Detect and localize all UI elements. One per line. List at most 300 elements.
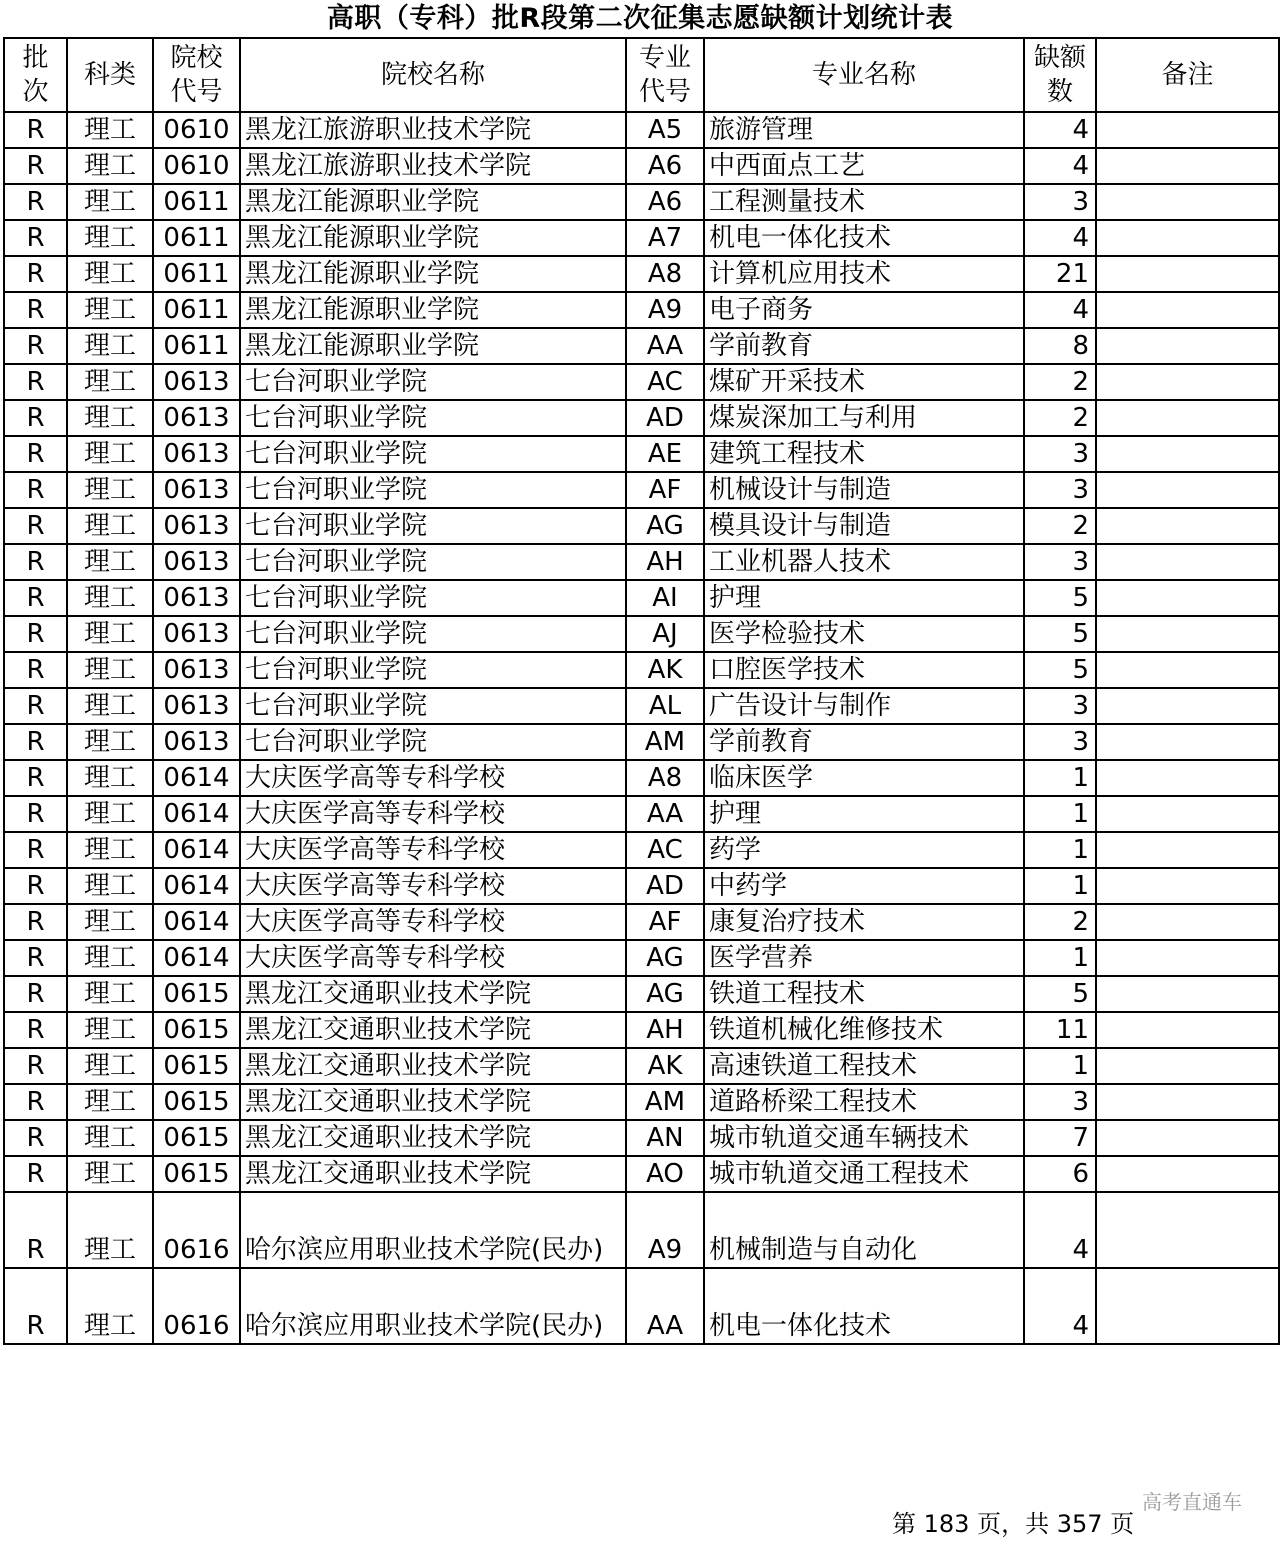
cell-major-name: 学前教育 [704, 328, 1024, 364]
cell-school-name: 黑龙江交通职业技术学院 [240, 1120, 626, 1156]
cell-category: 理工 [67, 472, 153, 508]
cell-school-name: 黑龙江旅游职业技术学院 [240, 148, 626, 184]
cell-major-code: AA [626, 796, 704, 832]
cell-batch: R [4, 904, 67, 940]
cell-category: 理工 [67, 1268, 153, 1344]
cell-major-name: 机电一体化技术 [704, 1268, 1024, 1344]
header-major-code: 专业代号 [626, 38, 704, 112]
cell-batch: R [4, 616, 67, 652]
table-row [4, 1192, 1279, 1268]
cell-major-name: 医学营养 [704, 940, 1024, 976]
cell-school-code: 0616 [153, 1268, 240, 1344]
cell-school-code: 0615 [153, 976, 240, 1012]
cell-category: 理工 [67, 904, 153, 940]
cell-category: 理工 [67, 724, 153, 760]
cell-school-code: 0615 [153, 1048, 240, 1084]
cell-school-name: 黑龙江交通职业技术学院 [240, 1012, 626, 1048]
cell-remark [1096, 472, 1279, 508]
cell-category: 理工 [67, 220, 153, 256]
cell-category: 理工 [67, 616, 153, 652]
cell-school-name: 大庆医学高等专科学校 [240, 868, 626, 904]
cell-major-code: AD [626, 400, 704, 436]
cell-batch: R [4, 436, 67, 472]
table-row [4, 364, 1279, 400]
cell-major-name: 工程测量技术 [704, 184, 1024, 220]
cell-school-name: 大庆医学高等专科学校 [240, 940, 626, 976]
cell-remark [1096, 580, 1279, 616]
cell-batch: R [4, 652, 67, 688]
cell-remark [1096, 1120, 1279, 1156]
cell-major-code: A8 [626, 256, 704, 292]
cell-school-name: 七台河职业学院 [240, 436, 626, 472]
cell-school-name: 黑龙江能源职业学院 [240, 256, 626, 292]
cell-batch: R [4, 364, 67, 400]
cell-school-code: 0615 [153, 1120, 240, 1156]
cell-remark [1096, 1268, 1279, 1344]
cell-major-name: 城市轨道交通工程技术 [704, 1156, 1024, 1192]
cell-category: 理工 [67, 1120, 153, 1156]
cell-major-code: AJ [626, 616, 704, 652]
cell-category: 理工 [67, 1048, 153, 1084]
cell-major-name: 工业机器人技术 [704, 544, 1024, 580]
table-row [4, 688, 1279, 724]
cell-batch: R [4, 1012, 67, 1048]
cell-vacancy: 3 [1024, 544, 1096, 580]
cell-vacancy: 8 [1024, 328, 1096, 364]
cell-batch: R [4, 868, 67, 904]
cell-school-name: 七台河职业学院 [240, 688, 626, 724]
cell-major-name: 药学 [704, 832, 1024, 868]
cell-remark [1096, 148, 1279, 184]
cell-batch: R [4, 400, 67, 436]
cell-school-code: 0610 [153, 112, 240, 148]
cell-remark [1096, 976, 1279, 1012]
cell-remark [1096, 832, 1279, 868]
table-row [4, 976, 1279, 1012]
cell-school-name: 哈尔滨应用职业技术学院(民办) [240, 1192, 626, 1268]
cell-vacancy: 1 [1024, 832, 1096, 868]
cell-batch: R [4, 940, 67, 976]
cell-major-code: AG [626, 940, 704, 976]
table-row [4, 796, 1279, 832]
cell-category: 理工 [67, 580, 153, 616]
cell-vacancy: 4 [1024, 292, 1096, 328]
cell-school-name: 七台河职业学院 [240, 580, 626, 616]
cell-batch: R [4, 328, 67, 364]
cell-category: 理工 [67, 400, 153, 436]
cell-major-name: 广告设计与制作 [704, 688, 1024, 724]
cell-vacancy: 3 [1024, 472, 1096, 508]
vacancy-plan-table [3, 37, 1280, 1345]
cell-remark [1096, 1012, 1279, 1048]
cell-category: 理工 [67, 1084, 153, 1120]
cell-vacancy: 2 [1024, 364, 1096, 400]
cell-batch: R [4, 292, 67, 328]
cell-batch: R [4, 724, 67, 760]
cell-major-name: 高速铁道工程技术 [704, 1048, 1024, 1084]
cell-vacancy: 1 [1024, 1048, 1096, 1084]
cell-major-code: AH [626, 1012, 704, 1048]
cell-remark [1096, 328, 1279, 364]
cell-major-code: AK [626, 1048, 704, 1084]
cell-remark [1096, 940, 1279, 976]
cell-category: 理工 [67, 184, 153, 220]
cell-school-code: 0615 [153, 1084, 240, 1120]
cell-major-name: 建筑工程技术 [704, 436, 1024, 472]
cell-remark [1096, 1192, 1279, 1268]
cell-batch: R [4, 472, 67, 508]
cell-major-name: 康复治疗技术 [704, 904, 1024, 940]
cell-batch: R [4, 832, 67, 868]
cell-school-name: 黑龙江交通职业技术学院 [240, 1156, 626, 1192]
table-body [4, 112, 1279, 1344]
cell-school-code: 0614 [153, 832, 240, 868]
cell-vacancy: 3 [1024, 184, 1096, 220]
cell-major-code: AD [626, 868, 704, 904]
cell-vacancy: 4 [1024, 112, 1096, 148]
cell-school-name: 黑龙江能源职业学院 [240, 292, 626, 328]
cell-category: 理工 [67, 688, 153, 724]
cell-major-code: AF [626, 904, 704, 940]
cell-school-code: 0613 [153, 436, 240, 472]
cell-major-code: AO [626, 1156, 704, 1192]
cell-school-code: 0613 [153, 724, 240, 760]
cell-vacancy: 11 [1024, 1012, 1096, 1048]
cell-batch: R [4, 796, 67, 832]
cell-school-name: 哈尔滨应用职业技术学院(民办) [240, 1268, 626, 1344]
cell-category: 理工 [67, 508, 153, 544]
table-row [4, 436, 1279, 472]
cell-major-code: AM [626, 724, 704, 760]
cell-vacancy: 3 [1024, 724, 1096, 760]
cell-school-code: 0613 [153, 616, 240, 652]
cell-remark [1096, 256, 1279, 292]
cell-major-code: A8 [626, 760, 704, 796]
cell-school-code: 0613 [153, 688, 240, 724]
cell-school-code: 0611 [153, 184, 240, 220]
cell-batch: R [4, 688, 67, 724]
cell-major-code: AA [626, 1268, 704, 1344]
cell-school-name: 七台河职业学院 [240, 616, 626, 652]
cell-vacancy: 5 [1024, 652, 1096, 688]
cell-major-code: AA [626, 328, 704, 364]
cell-major-code: A5 [626, 112, 704, 148]
cell-vacancy: 3 [1024, 436, 1096, 472]
cell-batch: R [4, 760, 67, 796]
cell-category: 理工 [67, 112, 153, 148]
table-header-row [4, 38, 1279, 112]
table-row [4, 616, 1279, 652]
table-row [4, 292, 1279, 328]
cell-remark [1096, 724, 1279, 760]
table-row [4, 1084, 1279, 1120]
cell-school-code: 0611 [153, 292, 240, 328]
cell-major-code: AN [626, 1120, 704, 1156]
cell-school-name: 七台河职业学院 [240, 652, 626, 688]
table-row [4, 580, 1279, 616]
cell-category: 理工 [67, 760, 153, 796]
cell-category: 理工 [67, 292, 153, 328]
cell-school-code: 0613 [153, 652, 240, 688]
table-row [4, 904, 1279, 940]
cell-vacancy: 6 [1024, 1156, 1096, 1192]
cell-vacancy: 4 [1024, 220, 1096, 256]
cell-major-name: 铁道工程技术 [704, 976, 1024, 1012]
table-row [4, 400, 1279, 436]
cell-batch: R [4, 1120, 67, 1156]
cell-major-code: AC [626, 832, 704, 868]
cell-remark [1096, 616, 1279, 652]
table-row [4, 724, 1279, 760]
header-vacancy: 缺额数 [1024, 38, 1096, 112]
cell-batch: R [4, 148, 67, 184]
cell-major-code: A7 [626, 220, 704, 256]
cell-major-name: 机电一体化技术 [704, 220, 1024, 256]
table-row [4, 940, 1279, 976]
cell-vacancy: 4 [1024, 1268, 1096, 1344]
cell-school-name: 黑龙江能源职业学院 [240, 184, 626, 220]
cell-school-code: 0613 [153, 400, 240, 436]
cell-major-code: AE [626, 436, 704, 472]
cell-remark [1096, 400, 1279, 436]
cell-remark [1096, 1084, 1279, 1120]
cell-category: 理工 [67, 364, 153, 400]
cell-major-name: 机械制造与自动化 [704, 1192, 1024, 1268]
cell-batch: R [4, 256, 67, 292]
cell-batch: R [4, 220, 67, 256]
cell-school-name: 黑龙江交通职业技术学院 [240, 1048, 626, 1084]
cell-category: 理工 [67, 1156, 153, 1192]
cell-remark [1096, 220, 1279, 256]
cell-remark [1096, 292, 1279, 328]
cell-school-code: 0613 [153, 508, 240, 544]
table-row [4, 220, 1279, 256]
table-row [4, 148, 1279, 184]
cell-school-name: 黑龙江能源职业学院 [240, 328, 626, 364]
cell-school-name: 黑龙江能源职业学院 [240, 220, 626, 256]
cell-category: 理工 [67, 1012, 153, 1048]
cell-school-code: 0610 [153, 148, 240, 184]
cell-batch: R [4, 1084, 67, 1120]
cell-school-name: 七台河职业学院 [240, 508, 626, 544]
cell-major-code: A9 [626, 292, 704, 328]
table-row [4, 760, 1279, 796]
cell-vacancy: 2 [1024, 508, 1096, 544]
table-row [4, 1156, 1279, 1192]
cell-remark [1096, 184, 1279, 220]
cell-category: 理工 [67, 148, 153, 184]
cell-school-code: 0615 [153, 1012, 240, 1048]
table-row [4, 1012, 1279, 1048]
cell-remark [1096, 364, 1279, 400]
header-remark: 备注 [1096, 38, 1279, 112]
cell-vacancy: 2 [1024, 904, 1096, 940]
cell-school-name: 大庆医学高等专科学校 [240, 832, 626, 868]
cell-school-code: 0614 [153, 868, 240, 904]
cell-major-name: 城市轨道交通车辆技术 [704, 1120, 1024, 1156]
page-title: 高职（专科）批R段第二次征集志愿缺额计划统计表 [326, 3, 954, 34]
table-row [4, 1048, 1279, 1084]
cell-vacancy: 4 [1024, 148, 1096, 184]
cell-major-code: AC [626, 364, 704, 400]
table-row [4, 1120, 1279, 1156]
cell-batch: R [4, 1268, 67, 1344]
cell-school-code: 0613 [153, 544, 240, 580]
cell-school-name: 大庆医学高等专科学校 [240, 904, 626, 940]
cell-batch: R [4, 544, 67, 580]
cell-school-name: 黑龙江旅游职业技术学院 [240, 112, 626, 148]
table-row [4, 112, 1279, 148]
watermark-text: 高考直通车 [1142, 1490, 1242, 1514]
cell-vacancy: 2 [1024, 400, 1096, 436]
cell-major-code: AG [626, 508, 704, 544]
header-school-name: 院校名称 [240, 38, 626, 112]
cell-vacancy: 7 [1024, 1120, 1096, 1156]
cell-school-name: 七台河职业学院 [240, 400, 626, 436]
cell-school-name: 大庆医学高等专科学校 [240, 760, 626, 796]
cell-school-name: 七台河职业学院 [240, 544, 626, 580]
cell-category: 理工 [67, 796, 153, 832]
cell-major-name: 道路桥梁工程技术 [704, 1084, 1024, 1120]
cell-school-code: 0614 [153, 940, 240, 976]
cell-school-name: 黑龙江交通职业技术学院 [240, 976, 626, 1012]
cell-school-code: 0613 [153, 472, 240, 508]
cell-remark [1096, 868, 1279, 904]
cell-school-code: 0613 [153, 364, 240, 400]
cell-batch: R [4, 508, 67, 544]
cell-school-code: 0611 [153, 220, 240, 256]
cell-vacancy: 5 [1024, 616, 1096, 652]
cell-vacancy: 1 [1024, 760, 1096, 796]
cell-category: 理工 [67, 832, 153, 868]
cell-remark [1096, 1156, 1279, 1192]
cell-major-name: 护理 [704, 580, 1024, 616]
cell-major-name: 医学检验技术 [704, 616, 1024, 652]
cell-batch: R [4, 976, 67, 1012]
cell-vacancy: 21 [1024, 256, 1096, 292]
table-row [4, 472, 1279, 508]
cell-major-name: 铁道机械化维修技术 [704, 1012, 1024, 1048]
cell-vacancy: 1 [1024, 868, 1096, 904]
cell-remark [1096, 436, 1279, 472]
cell-major-name: 学前教育 [704, 724, 1024, 760]
cell-major-name: 煤矿开采技术 [704, 364, 1024, 400]
header-school-code: 院校代号 [153, 38, 240, 112]
cell-vacancy: 5 [1024, 976, 1096, 1012]
cell-major-code: AI [626, 580, 704, 616]
cell-major-code: AK [626, 652, 704, 688]
cell-major-code: AF [626, 472, 704, 508]
cell-school-code: 0616 [153, 1192, 240, 1268]
cell-major-name: 机械设计与制造 [704, 472, 1024, 508]
cell-school-code: 0614 [153, 760, 240, 796]
table-row [4, 184, 1279, 220]
cell-category: 理工 [67, 328, 153, 364]
cell-school-code: 0614 [153, 796, 240, 832]
cell-category: 理工 [67, 1192, 153, 1268]
table-row [4, 868, 1279, 904]
cell-major-code: A6 [626, 184, 704, 220]
cell-category: 理工 [67, 256, 153, 292]
table-row [4, 544, 1279, 580]
cell-major-code: A6 [626, 148, 704, 184]
cell-remark [1096, 544, 1279, 580]
cell-remark [1096, 112, 1279, 148]
cell-school-code: 0614 [153, 904, 240, 940]
cell-vacancy: 3 [1024, 1084, 1096, 1120]
cell-remark [1096, 796, 1279, 832]
cell-batch: R [4, 184, 67, 220]
cell-major-name: 旅游管理 [704, 112, 1024, 148]
cell-school-code: 0611 [153, 256, 240, 292]
cell-major-name: 护理 [704, 796, 1024, 832]
cell-remark [1096, 1048, 1279, 1084]
cell-major-name: 中药学 [704, 868, 1024, 904]
cell-school-name: 七台河职业学院 [240, 472, 626, 508]
table-row [4, 508, 1279, 544]
cell-remark [1096, 760, 1279, 796]
cell-major-code: AM [626, 1084, 704, 1120]
cell-vacancy: 4 [1024, 1192, 1096, 1268]
cell-major-code: AH [626, 544, 704, 580]
table-row [4, 652, 1279, 688]
cell-school-name: 黑龙江交通职业技术学院 [240, 1084, 626, 1120]
cell-major-name: 临床医学 [704, 760, 1024, 796]
cell-category: 理工 [67, 868, 153, 904]
cell-vacancy: 3 [1024, 688, 1096, 724]
cell-batch: R [4, 1156, 67, 1192]
cell-school-code: 0613 [153, 580, 240, 616]
header-batch: 批次 [4, 38, 67, 112]
cell-major-name: 口腔医学技术 [704, 652, 1024, 688]
cell-category: 理工 [67, 976, 153, 1012]
table-row [4, 328, 1279, 364]
header-major-name: 专业名称 [704, 38, 1024, 112]
cell-remark [1096, 904, 1279, 940]
cell-major-name: 电子商务 [704, 292, 1024, 328]
cell-major-code: A9 [626, 1192, 704, 1268]
cell-school-code: 0615 [153, 1156, 240, 1192]
cell-category: 理工 [67, 436, 153, 472]
cell-category: 理工 [67, 544, 153, 580]
cell-category: 理工 [67, 940, 153, 976]
cell-batch: R [4, 1192, 67, 1268]
page-number: 第 183 页，共 357 页 [892, 1510, 1135, 1538]
cell-major-code: AL [626, 688, 704, 724]
cell-category: 理工 [67, 652, 153, 688]
table-row [4, 1268, 1279, 1344]
table-row [4, 256, 1279, 292]
table-row [4, 832, 1279, 868]
cell-vacancy: 1 [1024, 796, 1096, 832]
cell-major-code: AG [626, 976, 704, 1012]
cell-remark [1096, 652, 1279, 688]
cell-major-name: 模具设计与制造 [704, 508, 1024, 544]
cell-school-name: 大庆医学高等专科学校 [240, 796, 626, 832]
cell-remark [1096, 508, 1279, 544]
cell-batch: R [4, 580, 67, 616]
cell-school-code: 0611 [153, 328, 240, 364]
cell-vacancy: 5 [1024, 580, 1096, 616]
header-category: 科类 [67, 38, 153, 112]
cell-school-name: 七台河职业学院 [240, 364, 626, 400]
cell-vacancy: 1 [1024, 940, 1096, 976]
cell-batch: R [4, 112, 67, 148]
cell-major-name: 煤炭深加工与利用 [704, 400, 1024, 436]
cell-major-name: 中西面点工艺 [704, 148, 1024, 184]
cell-school-name: 七台河职业学院 [240, 724, 626, 760]
cell-batch: R [4, 1048, 67, 1084]
